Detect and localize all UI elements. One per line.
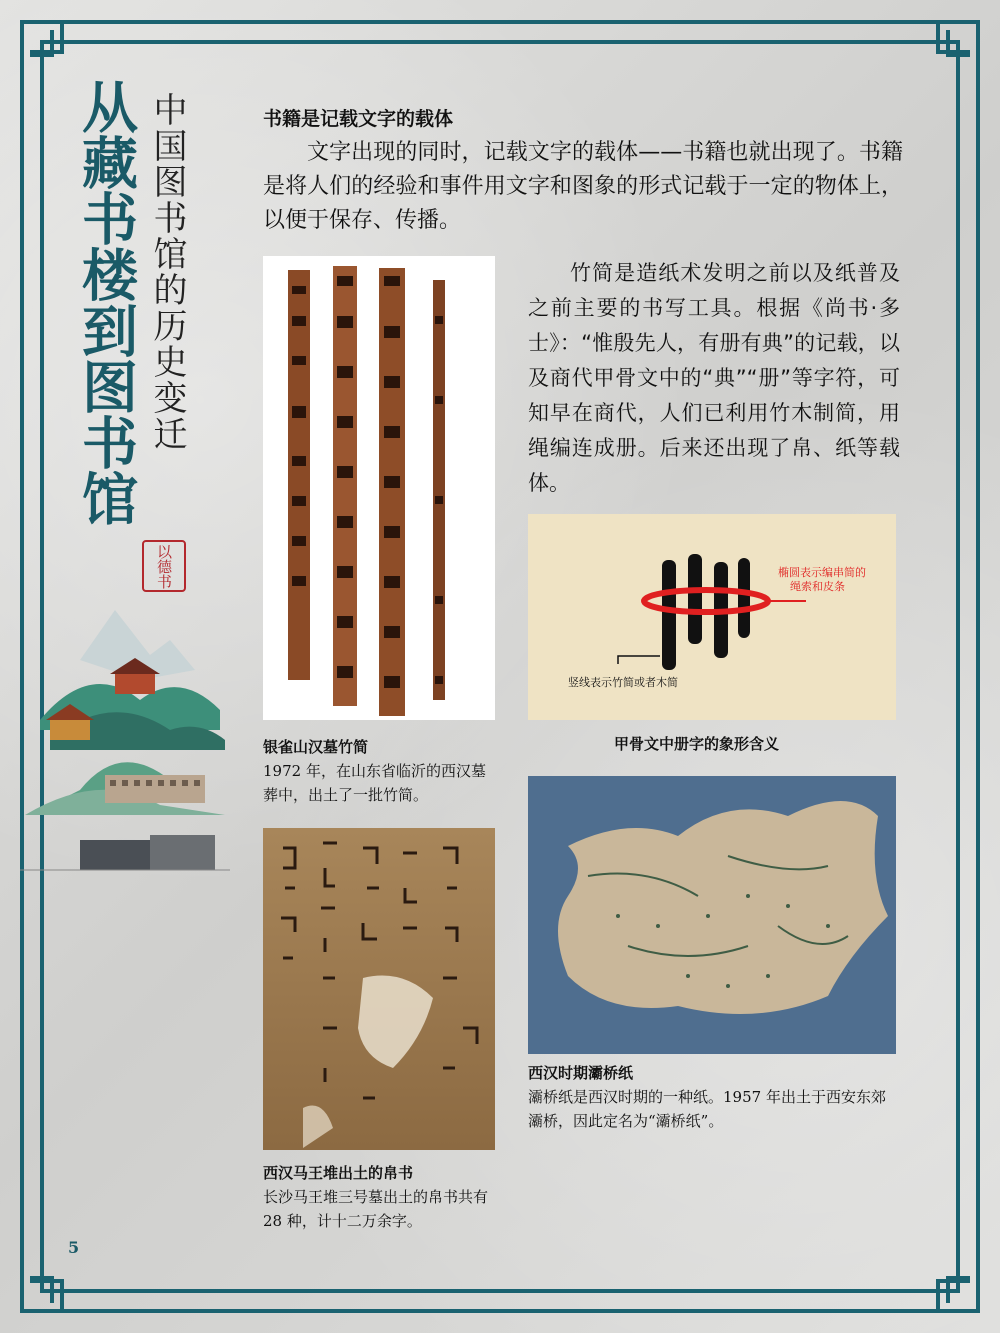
paper-caption-title: 西汉时期灞桥纸	[528, 1064, 634, 1082]
silk-caption-title: 西汉马王堆出土的帛书	[263, 1164, 414, 1182]
bamboo-slips-image	[263, 256, 495, 720]
landscape-illustration	[20, 600, 230, 880]
red-seal	[142, 540, 186, 592]
main-title: 从藏书楼到图书馆	[73, 78, 139, 526]
section-heading: 书籍是记载文字的载体	[263, 108, 454, 130]
bamboo-caption-title: 银雀山汉墓竹简	[263, 738, 369, 756]
bamboo-caption-body: 1972 年，在山东省临沂的西汉墓葬中，出土了一批竹简。	[263, 762, 486, 804]
silk-caption-body: 长沙马王堆三号墓出土的帛书共有 28 种，计十二万余字。	[263, 1188, 489, 1230]
intro-paragraph	[263, 136, 903, 238]
silk-manuscript-image	[263, 828, 495, 1150]
intro-text: 文字出现的同时，记载文字的载体——书籍也就出现了。书籍是将人们的经验和事件用文字和图象的形式记载于一定的物体上，以便于保存、传播。	[263, 140, 903, 233]
bamboo-paragraph	[528, 256, 900, 501]
paper-caption-body: 灞桥纸是西汉时期的一种纸。1957 年出土于西安东郊灞桥，因此定名为“灞桥纸”。	[528, 1088, 886, 1130]
seal-text: 以德书	[155, 543, 173, 589]
oracle-caption-title: 甲骨文中册字的象形含义	[614, 735, 780, 753]
oracle-label-lines: 竖线表示竹简或者木简	[568, 676, 678, 689]
oracle-character-image	[528, 514, 896, 720]
baqiao-paper-image	[528, 776, 896, 1054]
oracle-label-ellipse-1: 椭圆表示编串简的	[778, 566, 866, 579]
oracle-label-ellipse-2: 绳索和皮条	[790, 580, 845, 593]
sub-title: 中国图书馆的历史变迁	[147, 92, 187, 452]
page-number: 5	[68, 1238, 80, 1257]
bamboo-text: 竹简是造纸术发明之前以及纸普及之前主要的书写工具。根据《尚书·多士》：“惟殷先人，有册有典”的记载，以及商代甲骨文中的“典”“册”等字符，可知早在商代，人们已利用竹木制简，用绳编连成册。后来还出现了帛、纸等载体。	[528, 261, 900, 495]
